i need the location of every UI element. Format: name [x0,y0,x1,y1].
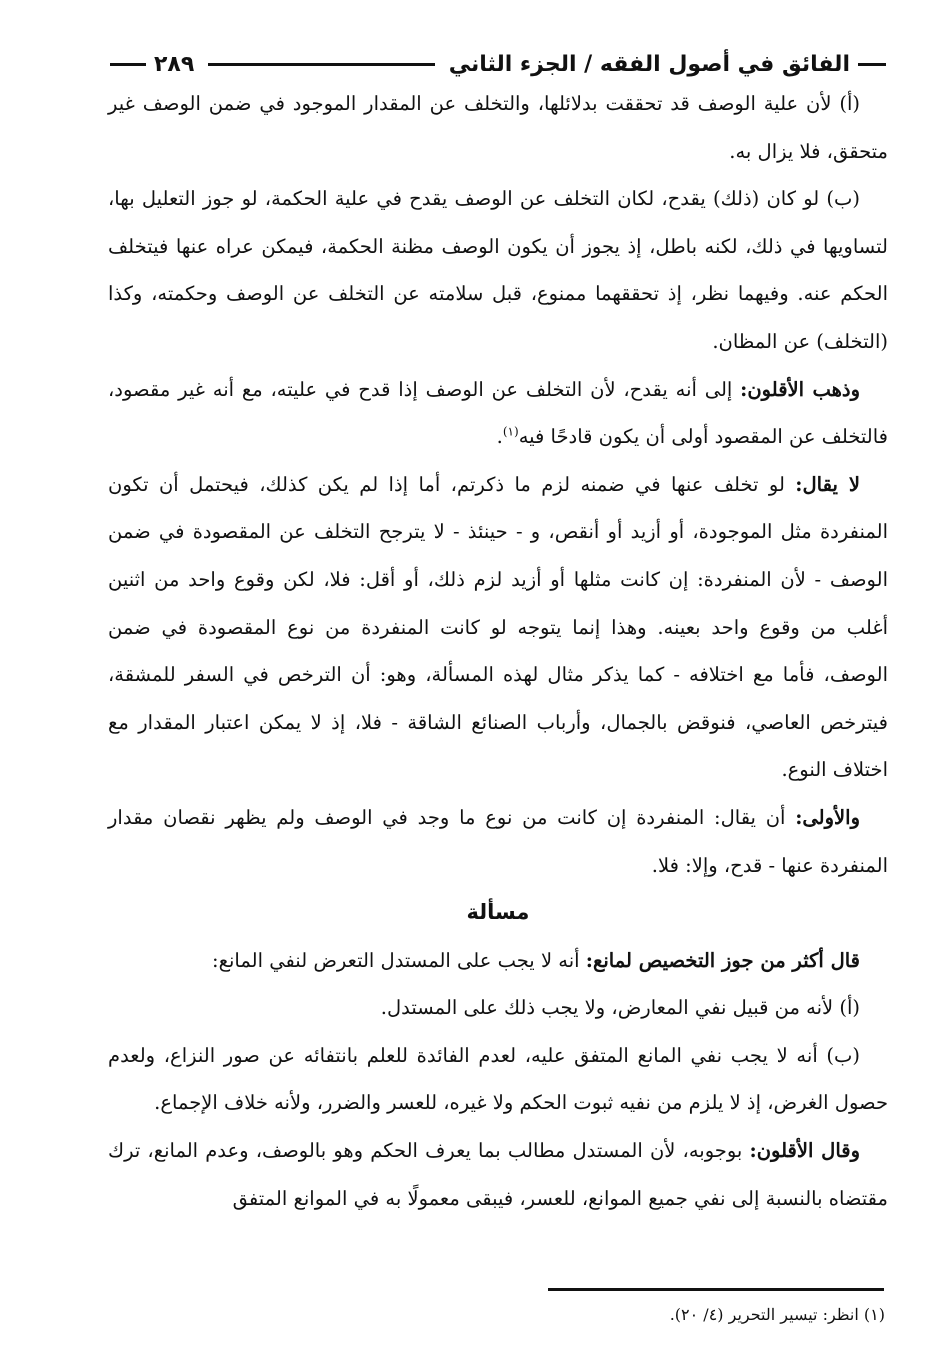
footnote: (١) انظر: تيسير التحرير (٤/ ٢٠). [669,1305,885,1324]
paragraph-3-text: إلى أنه يقدح، لأن التخلف عن الوصف إذا قدح في عليته، مع أنه غير مقصود، فالتخلف عن المقصود أولى أن يكون قادحًا فيه [108,377,888,449]
paragraph-7-text: (أ) لأنه من قبيل نفي المعارض، ولا يجب ذلك على المستدل. [380,996,860,1020]
body-text [108,80,888,1222]
paragraph-3-tail: . [496,425,503,449]
header-rule-right [858,63,886,66]
paragraph-5-text: أن يقال: المنفردة إن كانت من نوع ما وجد في الوصف ولم يظهر نقصان مقدار المنفردة عنها - قدح، وإلا: فلا. [108,805,888,877]
paragraph-4 [108,461,888,794]
footnote-divider [548,1288,884,1291]
paragraph-5-lead: والأولى: [795,805,860,829]
paragraph-2 [108,175,888,365]
paragraph-1-text: (أ) لأن علية الوصف قد تحققت بدلائلها، والتخلف عن المقدار الموجود في ضمن الوصف غير متحقق، فلا يزال به. [108,92,888,163]
paragraph-7 [108,984,888,1032]
paragraph-9 [108,1127,888,1222]
paragraph-6-text: أنه لا يجب على المستدل التعرض لنفي المانع: [212,948,586,972]
paragraph-9-lead: وقال الأقلون: [749,1139,860,1163]
paragraph-6-lead: قال أكثر من جوز التخصيص لمانع: [585,948,860,972]
paragraph-4-lead: لا يقال: [795,472,860,496]
paragraph-3 [108,366,888,461]
paragraph-9-text: بوجوبه، لأن المستدل مطالب بما يعرف الحكم وهو بالوصف، وعدم المانع، ترك مقتضاه بالنسبة إلى نفي جميع الموانع، للعسر، فيبقى معمولًا به في الموانع المتفق [108,1139,888,1210]
header-title: الفائق في أصول الفقه / الجزء الثاني [448,51,850,77]
header-rule-left [110,63,146,66]
footnote-reference: (١) [502,424,519,439]
paragraph-4-text: لو تخلف عنها في ضمنه لزم ما ذكرتم، أما إذا لم يكن كذلك، فيحتمل أن تكون المنفردة مثل الموجودة، أو أزيد أو أنقص، و - حينئذ - لا يترجح التخلف عن المقصودة في ضمن الوصف - لأن المنفردة: إن كانت مثلها أو أزيد لزم ذلك، أو أقل: فلا، لكن وقوع واحد من اثنين أغلب من وقوع واحد بعينه. وهذا إنما يتوجه لو كانت المنفردة من نوع المقصودة في ضمن الوصف، فأما مع اختلافه - كما يذكر مثال لهذه المسألة، وهو: أن الترخص في السفر للمشقة، فيترخص العاصي، فنوقض بالجمال، وأرباب الصنائع الشاقة - فلا، إذ لا يمكن اعتبار المقدار مع اختلاف النوع. [108,472,888,782]
header-rule-middle [208,63,434,66]
paragraph-5 [108,794,888,889]
paragraph-6 [108,937,888,985]
section-heading: مسألة [466,900,530,925]
paragraph-3-lead: وذهب الأقلون: [740,377,860,401]
paragraph-8-text: (ب) أنه لا يجب نفي المانع المتفق عليه، لعدم الفائدة للعلم بانتفائه عن صور النزاع، ولعدم حصول الغرض، إذ لا يلزم من نفيه ثبوت الحكم ولا غيره، للعسر والضرر، ولأنه خلاف الإجماع. [108,1043,888,1115]
paragraph-1 [108,80,888,175]
paragraph-2-text: (ب) لو كان (ذلك) يقدح، لكان التخلف عن الوصف يقدح في علية الحكمة، لو جوز التعليل بها، لتساويها في ذلك، لكنه باطل، إذ يجوز أن يكون الوصف مظنة الحكمة، فيمكن عراه عنها فيتخلف الحكم عنه. وفيهما نظر، إذ تحققهما ممنوع، قبل سلامته عن التخلف عن الوصف وحكمته، وكذا (التخلف) عن المظان. [108,187,888,353]
page-number: ٢٨٩ [154,51,195,77]
paragraph-8 [108,1032,888,1127]
